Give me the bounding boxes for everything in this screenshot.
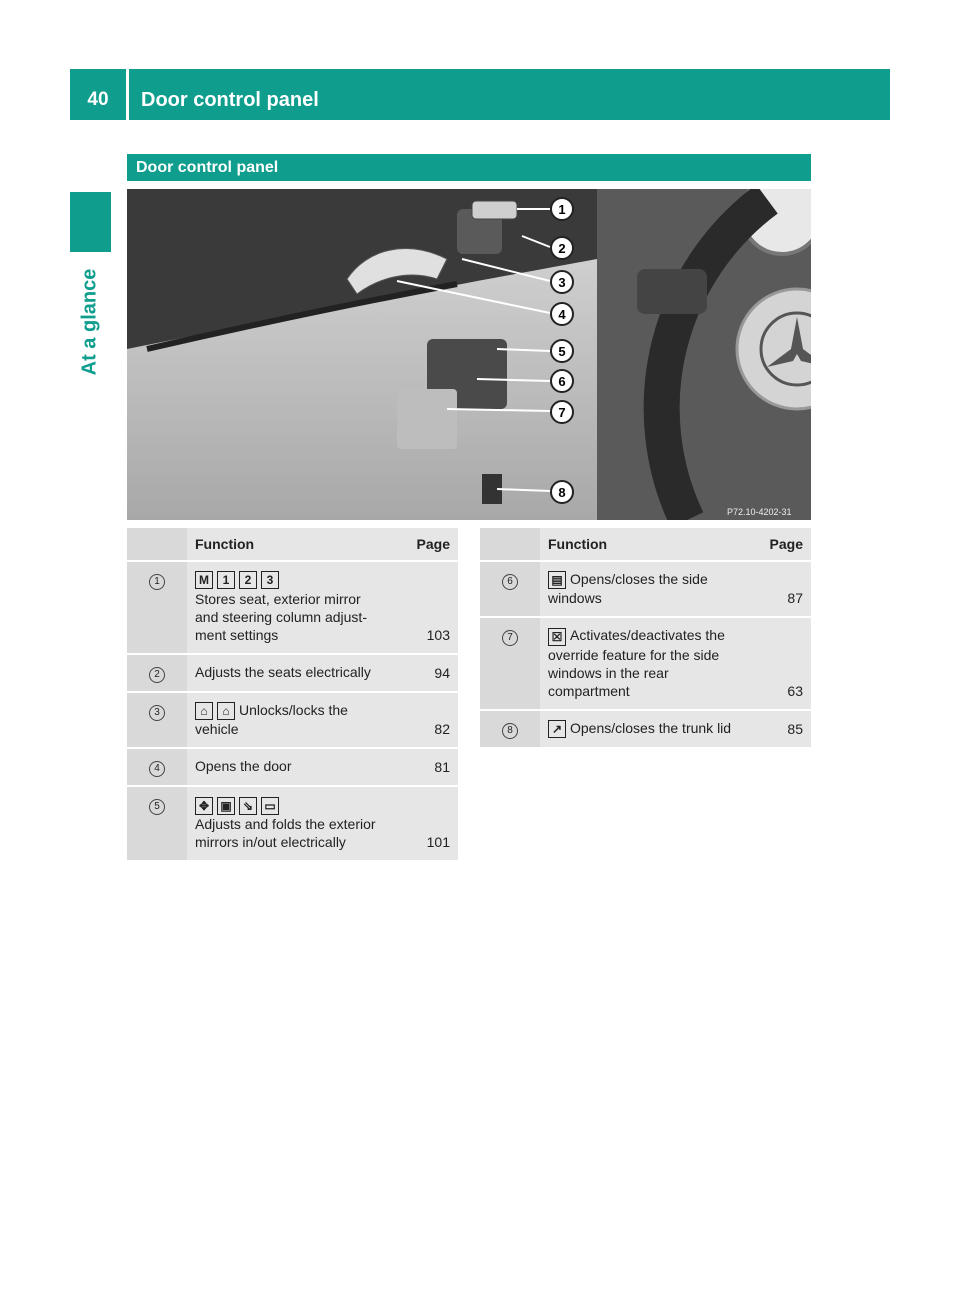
row-page: 82 bbox=[392, 692, 458, 748]
row-number-badge: 8 bbox=[502, 723, 518, 739]
row-function-text: Adjusts the seats electrically bbox=[195, 664, 371, 680]
row-function bbox=[187, 748, 392, 786]
row-function-text: Adjusts and folds the exterior mirrors in/out electrically bbox=[195, 816, 376, 851]
row-number bbox=[127, 561, 187, 654]
function-symbol-icon: ✥ bbox=[195, 797, 213, 815]
row-page: 94 bbox=[392, 654, 458, 692]
function-symbol-icon: 2 bbox=[239, 571, 257, 589]
callout-5-label: 5 bbox=[558, 344, 566, 359]
table-header-num bbox=[127, 528, 187, 561]
row-number bbox=[127, 692, 187, 748]
row-function bbox=[187, 786, 392, 861]
row-function bbox=[540, 710, 745, 748]
side-label bbox=[70, 252, 111, 392]
table-header-page: Page bbox=[745, 528, 811, 561]
row-page: 81 bbox=[392, 748, 458, 786]
row-number-badge: 2 bbox=[149, 667, 165, 683]
figure-code: P72.10-4202-31 bbox=[727, 507, 792, 517]
row-page: 103 bbox=[392, 561, 458, 654]
row-number-badge: 7 bbox=[502, 630, 518, 646]
side-tab-marker bbox=[70, 192, 111, 252]
function-table-left bbox=[127, 528, 458, 862]
row-number bbox=[480, 710, 540, 748]
row-number bbox=[480, 617, 540, 709]
row-function bbox=[187, 692, 392, 748]
function-symbol-icon: ⌂ bbox=[195, 702, 213, 720]
header-divider bbox=[126, 69, 129, 120]
row-function bbox=[540, 561, 745, 617]
function-symbol-icon: ▣ bbox=[217, 797, 235, 815]
section-title: Door control panel bbox=[136, 159, 279, 176]
row-page: 87 bbox=[745, 561, 811, 617]
row-page: 63 bbox=[745, 617, 811, 709]
row-function-text: Opens/closes the side windows bbox=[548, 571, 708, 607]
table-row bbox=[480, 710, 811, 748]
row-function bbox=[540, 617, 745, 709]
function-symbol-icon: ⌂ bbox=[217, 702, 235, 720]
function-symbol-icon: ▤ bbox=[548, 571, 566, 589]
row-function-text: Opens the door bbox=[195, 758, 292, 775]
row-function bbox=[187, 654, 392, 692]
function-symbol-icon: ↗ bbox=[548, 720, 566, 738]
row-function bbox=[187, 561, 392, 654]
callout-4-label: 4 bbox=[558, 307, 566, 322]
callout-8-label: 8 bbox=[558, 485, 566, 500]
row-page: 85 bbox=[745, 710, 811, 748]
function-symbol-icon: 3 bbox=[261, 571, 279, 589]
door-panel-photo bbox=[127, 189, 811, 520]
row-number bbox=[480, 561, 540, 617]
function-symbol-icon: 1 bbox=[217, 571, 235, 589]
callout-2-label: 2 bbox=[558, 241, 566, 256]
row-number-badge: 1 bbox=[149, 574, 165, 590]
row-function-text: Opens/closes the trunk lid bbox=[570, 719, 732, 736]
table-row bbox=[127, 786, 458, 861]
callout-6-label: 6 bbox=[558, 374, 566, 389]
row-number-badge: 3 bbox=[149, 705, 165, 721]
table-header-function: Function bbox=[540, 528, 745, 561]
function-symbol-icon: ⇘ bbox=[239, 797, 257, 815]
table-row bbox=[480, 561, 811, 617]
function-symbol-icon: ▭ bbox=[261, 797, 279, 815]
page-number: 40 bbox=[87, 89, 109, 110]
row-function-text: Activates/deactivates the override feature for the side windows in the rear compartment bbox=[548, 627, 725, 699]
table-header-num bbox=[480, 528, 540, 561]
table-row bbox=[127, 654, 458, 692]
side-label-text: At a glance bbox=[78, 268, 101, 376]
page-title: Door control panel bbox=[141, 89, 319, 111]
row-function-text: Unlocks/locks the vehicle bbox=[195, 702, 348, 738]
row-number-badge: 4 bbox=[149, 761, 165, 777]
row-number-badge: 5 bbox=[149, 799, 165, 815]
table-row bbox=[127, 692, 458, 748]
callout-1-label: 1 bbox=[558, 202, 566, 217]
row-number-badge: 6 bbox=[502, 574, 518, 590]
row-number bbox=[127, 654, 187, 692]
table-header-page: Page bbox=[392, 528, 458, 561]
row-number bbox=[127, 748, 187, 786]
table-header-function: Function bbox=[187, 528, 392, 561]
function-symbol-icon: M bbox=[195, 571, 213, 589]
callout-7-label: 7 bbox=[558, 405, 566, 420]
row-function-text: Stores seat, exterior mirror and steering column adjust- ment settings bbox=[195, 591, 367, 643]
row-number bbox=[127, 786, 187, 861]
function-symbol-icon: ☒ bbox=[548, 628, 566, 646]
callout-3-label: 3 bbox=[558, 275, 566, 290]
function-table-right bbox=[480, 528, 811, 749]
table-row bbox=[480, 617, 811, 709]
row-page: 101 bbox=[392, 786, 458, 861]
table-row bbox=[127, 561, 458, 654]
table-row bbox=[127, 748, 458, 786]
